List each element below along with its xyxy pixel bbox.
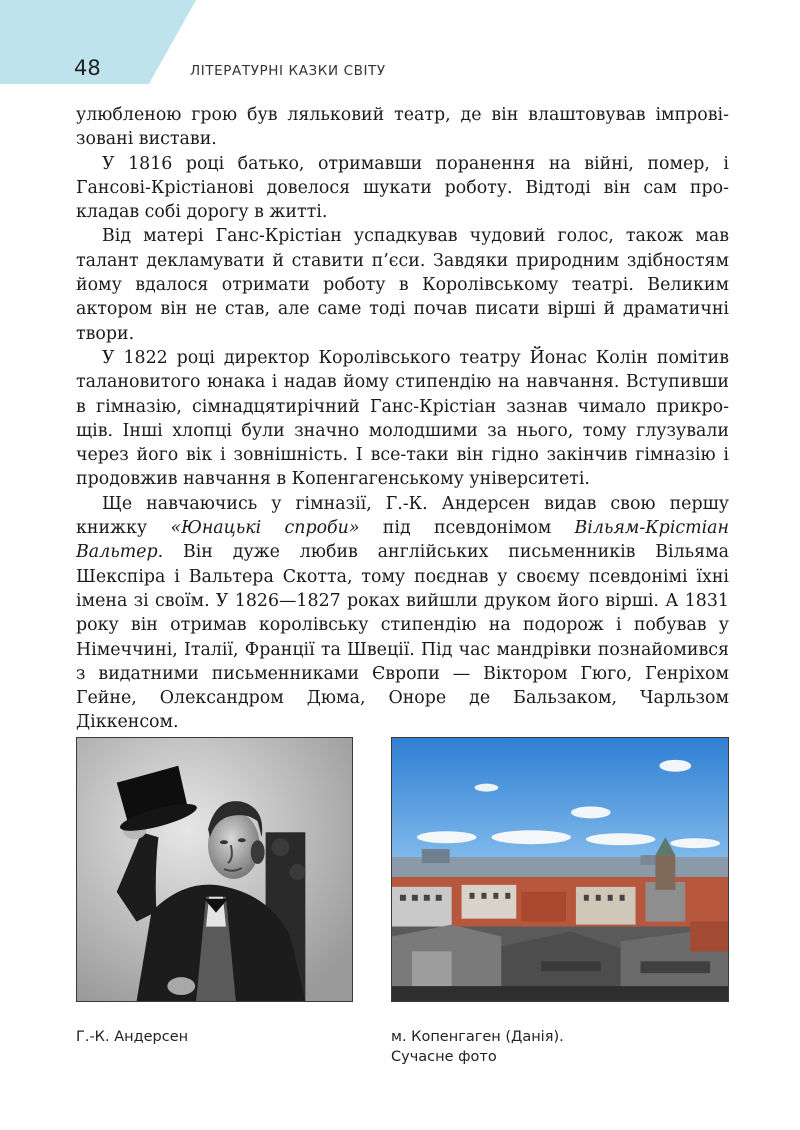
paragraph-1: улюбленою грою був ляльковий театр, де він влаштовував імпровізовані вистави. [76, 105, 729, 150]
paragraph-3: Від матері Ганс-Крістіан успадкував чудовий голос, також мав талант декламувати й ставити п’єси. Завдяки природним здібностям йому вдалося отримати роботу в Королівському театрі. Великим актором він не став, але саме тоді почав писати вірші й драматичні твори. [76, 226, 729, 344]
andersen-portrait-photo [76, 737, 353, 1002]
copenhagen-cityscape-photo [391, 737, 729, 1002]
pseudonym: Вільям-Крістіан Вальтер [76, 518, 729, 563]
caption-andersen: Г.-К. Андерсен [76, 1029, 189, 1045]
paragraph-2: У 1816 році батько, отримавши поранення на війні, помер, і Гансові-Крістіанові довелося шукати роботу. Відтоді він сам прокладав собі дорогу в житті. [76, 153, 729, 223]
caption-copenhagen [391, 1027, 564, 1067]
paragraph-5 [76, 492, 729, 735]
page-number: 48 [74, 56, 101, 80]
body-text [76, 103, 729, 735]
paragraph-5-part-3: . Він дуже любив англійських письменників Вільяма Шекспіра і Вальтера Скотта, тому поєднав у своєму псевдонімі їхні імена зі своїм. У 1826—1827 роках вийшли друком його вірші. А 1831 року він отримав королівську стипендію на подорож і побував у Німеччині, Італії, Франції та Швеції. Під час мандрівки познайомився з видатними письменниками Європи — Віктором Гюго, Генріхом Гейне, Олександром Дюма, Оноре де Бальзаком, Чарльзом Діккенсом. [76, 542, 729, 733]
running-title: ЛІТЕРАТУРНІ КАЗКИ СВІТУ [190, 63, 386, 79]
book-title: «Юнацькі спроби» [170, 518, 360, 539]
caption-copenhagen-line-2: Сучасне фото [391, 1049, 497, 1065]
andersen-portrait-image [77, 738, 352, 1001]
paragraph-5-part-1: Ще навчаючись у гімназії, Г.-К. Андерсен видав свою першу книжку [76, 493, 729, 539]
copenhagen-cityscape-image [392, 738, 728, 1001]
caption-copenhagen-line-1: м. Копенгаген (Данія). [391, 1029, 564, 1045]
paragraph-4: У 1822 році директор Королівського театру Йонас Колін помітив талановитого юнака і надав йому стипендію на навчання. Вступивши в гімназію, сімнадцятирічний Ганс-Крістіан зазнав чимало прикрощів. Інші хлопці були значно молодшими за нього, тому глузували через його вік і зовнішність. І все-таки він гідно закінчив гімназію і продовжив навчання в Копенгагенському університеті. [76, 347, 729, 490]
paragraph-5-part-2: під псевдонімом [359, 518, 575, 539]
